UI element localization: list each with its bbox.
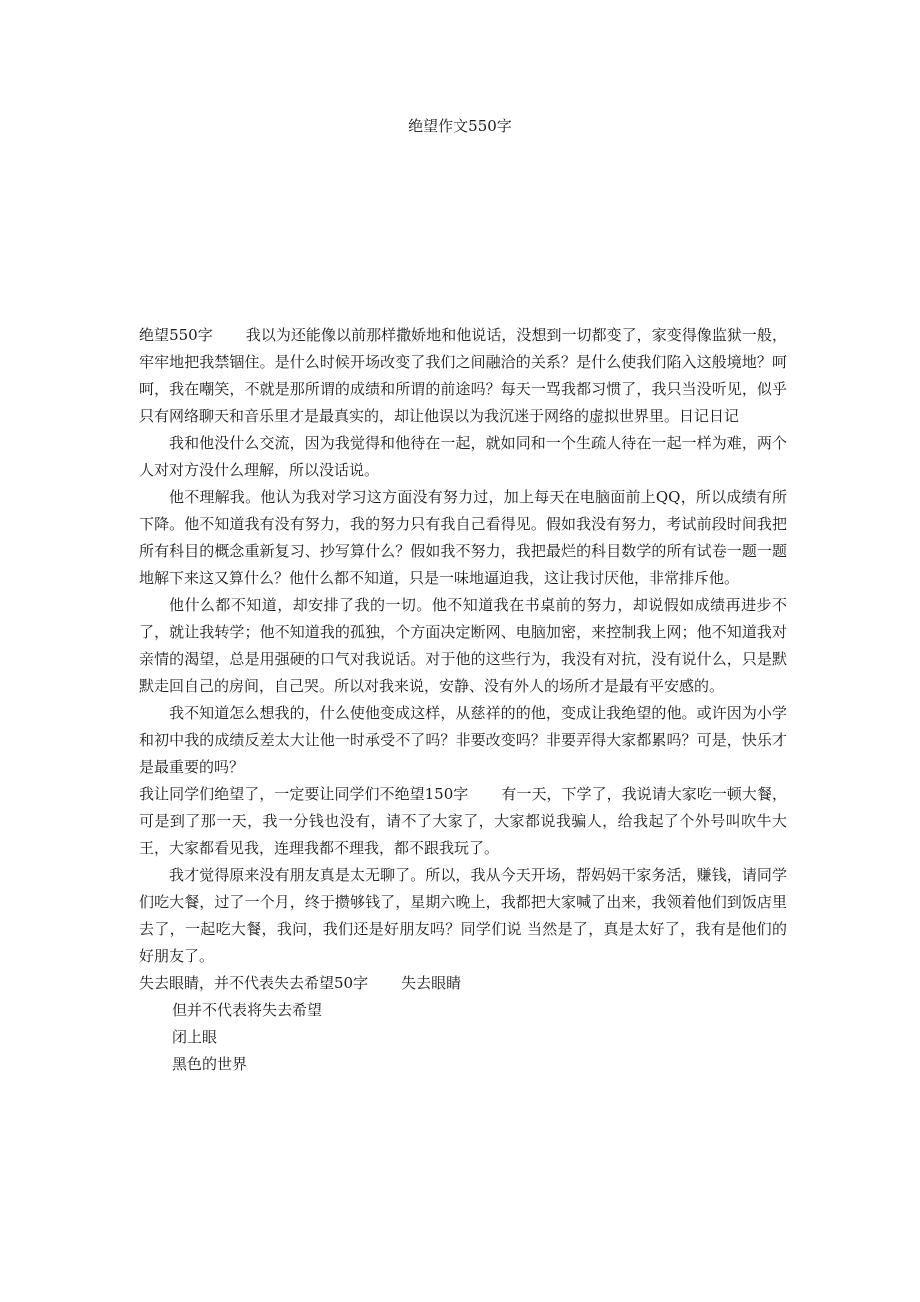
poem-line: 但并不代表将失去希望 — [172, 1001, 323, 1019]
section-3-first-line — [139, 970, 787, 997]
page-title: 绝望作文550字 — [408, 117, 512, 135]
section-2-title: 我让同学们绝望了，一定要让同学们不绝望150字 — [139, 785, 469, 803]
poem-line: 失去眼睛 — [401, 974, 462, 992]
poem-line: 闭上眼 — [172, 1028, 218, 1046]
document-body — [139, 322, 787, 1078]
paragraph-text: 我以为还能像以前那样撒娇地和他说话，没想到一切都变了，家变得像监狱一般，牢牢地把我禁锢住。是什么时候开场改变了我们之间融洽的关系？是什么使我们陷入这般境地？呵呵，我在嘲笑，不就是那所谓的成绩和所谓的前途吗？每天一骂我都习惯了，我只当没听见，似乎只有网络聊天和音乐里才是最真实的，却让他误以为我沉迷于网络的虚拟世界里。日记日记 — [139, 326, 787, 425]
section-1-paragraph-3: 他不理解我。他认为我对学习这方面没有努力过，加上每天在电脑面前上QQ，所以成绩有所下降。他不知道我有没有努力，我的努力只有我自己看得见。假如我没有努力，考试前段时间我把所有科目的概念重新复习、抄写算什么？假如我不努力，我把最烂的科目数学的所有试卷一题一题地解下来这又算什么？他什么都不知道，只是一味地逼迫我，这让我讨厌他，非常排斥他。 — [139, 488, 787, 587]
poem-line: 黑色的世界 — [172, 1055, 248, 1073]
section-1-paragraph-4: 他什么都不知道，却安排了我的一切。他不知道我在书桌前的努力，却说假如成绩再进步不了，就让我转学；他不知道我的孤独，个方面决定断网、电脑加密，来控制我上网；他不知道我对亲情的渴望，总是用强硬的口气对我说话。对于他的这些行为，我没有对抗，没有说什么，只是默默走回自己的房间，自己哭。所以对我来说，安静、没有外人的场所才是最有平安感的。 — [139, 596, 787, 695]
paragraph-text: 有一天，下学了，我说请大家吃一顿大餐，可是到了那一天，我一分钱也没有，请不了大家了，大家都说我骗人，给我起了个外号叫吹牛大王，大家都看见我，连理我都不理我，都不跟我玩了。 — [139, 785, 787, 857]
section-2-paragraph-2: 我才觉得原来没有朋友真是太无聊了。所以，我从今天开场，帮妈妈干家务活，赚钱，请同学们吃大餐，过了一个月，终于攒够钱了，星期六晚上，我都把大家喊了出来，我领着他们到饭店里去了，一起吃大餐，我问，我们还是好朋友吗？同学们说 当然是了，真是太好了，我有是他们的好朋友了。 — [139, 866, 787, 965]
section-1-paragraph-1 — [139, 322, 787, 430]
section-1-paragraph-2: 我和他没什么交流，因为我觉得和他待在一起，就如同和一个生疏人待在一起一样为难，两个人对对方没什么理解，所以没话说。 — [139, 434, 787, 479]
section-1-paragraph-5: 我不知道怎么想我的，什么使他变成这样，从慈祥的的他，变成让我绝望的他。或许因为小学和初中我的成绩反差太大让他一时承受不了吗？非要改变吗？非要弄得大家都累吗？可是，快乐才是最重要的吗？ — [139, 704, 787, 776]
section-3-title: 失去眼睛，并不代表失去希望50字 — [139, 974, 369, 992]
section-2-paragraph-1 — [139, 781, 787, 862]
section-1-title: 绝望550字 — [139, 326, 213, 344]
